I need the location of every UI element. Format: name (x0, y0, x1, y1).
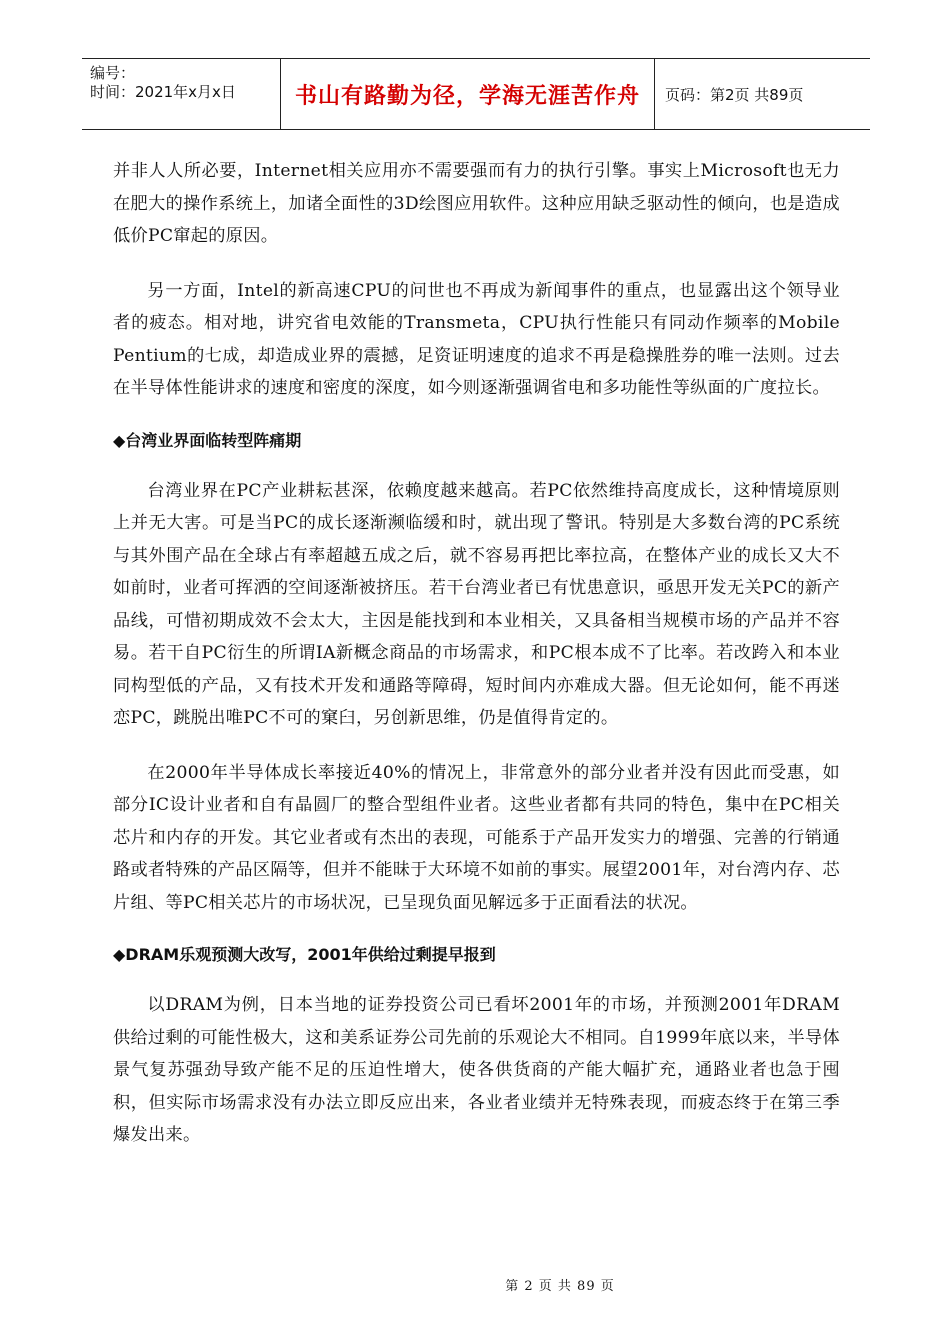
page-footer: 第 2 页 共 89 页 (505, 1279, 615, 1294)
header-motto: 书山有路勤为径，学海无涯苦作舟 (294, 83, 640, 109)
date-label: 时间：2021年x月x日 (90, 83, 236, 101)
header-page-label: 页码：第2页 共89页 (665, 85, 804, 104)
page-header (82, 58, 870, 130)
header-motto-cell (281, 59, 655, 129)
serial-number-label: 编号： (90, 64, 136, 82)
paragraph-4: 在2000年半导体成长率接近40%的情况上，非常意外的部分业者并没有因此而受惠，如部分IC设计业者和自有晶圆厂的整合型组件业者。这些业者都有共同的特色，集中在PC相关芯片和内存的开发。其它业者或有杰出的表现，可能系于产品开发实力的增强、完善的行销通路或者特殊的产品区隔等，但并不能昧于大环境不如前的事实。展望2001年，对台湾内存、芯片组、等PC相关芯片的市场状况，已呈现负面见解远多于正面看法的状况。 (113, 762, 840, 913)
paragraph-1: 并非人人所必要，Internet相关应用亦不需要强而有力的执行引擎。事实上Microsoft也无力在肥大的操作系统上，加诸全面性的3D绘图应用软件。这种应用缺乏驱动性的倾向，也是造成低价PC窜起的原因。 (113, 161, 840, 246)
paragraph-2: 另一方面，Intel的新高速CPU的问世也不再成为新闻事件的重点，也显露出这个领导业者的疲态。相对地，讲究省电效能的Transmeta，CPU执行性能只有同动作频率的Mobile Pentium的七成，却造成业界的震撼，足资证明速度的追求不再是稳操胜券的唯一法则。过去在半导体性能讲求的速度和密度的深度，如今则逐渐强调省电和多功能性等纵面的广度拉长。 (113, 280, 840, 398)
paragraph-3: 台湾业界在PC产业耕耘甚深，依赖度越来越高。若PC依然维持高度成长，这种情境原则上并无大害。可是当PC的成长逐渐濒临缓和时，就出现了警讯。特别是大多数台湾的PC系统与其外围产品在全球占有率超越五成之后，就不容易再把比率拉高，在整体产业的成长又大不如前时，业者可挥洒的空间逐渐被挤压。若干台湾业者已有忧患意识，亟思开发无关PC的新产品线，可惜初期成效不会太大，主因是能找到和本业相关，又具备相当规模市场的产品并不容易。若干自PC衍生的所谓IA新概念商品的市场需求，和PC根本成不了比率。若改跨入和本业同构型低的产品，又有技术开发和通路等障碍，短时间内亦难成大器。但无论如何，能不再迷恋PC，跳脱出唯PC不可的窠臼，另创新思维，仍是值得肯定的。 (113, 480, 840, 728)
section-heading-taiwan: ◆台湾业界面临转型阵痛期 (113, 430, 302, 450)
section-heading-dram: ◆DRAM乐观预测大改写，2001年供给过剩提早报到 (113, 945, 496, 964)
document-body (113, 155, 840, 1174)
paragraph-5: 以DRAM为例，日本当地的证券投资公司已看坏2001年的市场，并预测2001年DRAM供给过剩的可能性极大，这和美系证券公司先前的乐观论大不相同。自1999年底以来，半导体景气复苏强劲导致产能不足的压迫性增大，使各供货商的产能大幅扩充，通路业者也急于囤积，但实际市场需求没有办法立即反应出来，各业者业绩并无特殊表现，而疲态终于在第三季爆发出来。 (113, 995, 840, 1145)
header-meta (82, 59, 281, 129)
header-page-cell (655, 59, 870, 129)
